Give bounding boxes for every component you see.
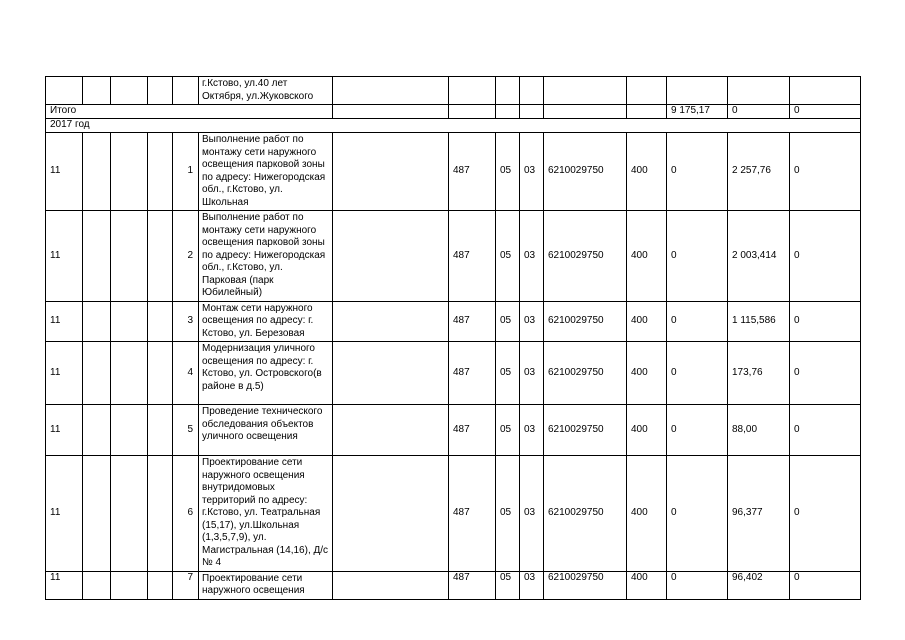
row-description: Проведение технического обследования объектов уличного освещения bbox=[199, 405, 333, 456]
row-code: 11 bbox=[46, 405, 83, 456]
row-number: 3 bbox=[173, 301, 199, 342]
row-description: Проектирование сети наружного освещения внутридомовых территорий по адресу: г.Кстово, ул. Театральная (15,17), ул.Школьная (1,3,5,7,9), ул. Магистральная (14,16), Д/с № 4 bbox=[199, 456, 333, 572]
row-number: 7 bbox=[173, 571, 199, 599]
year-label: 2017 год bbox=[46, 119, 861, 133]
row-code: 11 bbox=[46, 456, 83, 572]
total-value-2: 0 bbox=[728, 105, 790, 119]
row-pr: 03 bbox=[520, 342, 544, 405]
row-code: 11 bbox=[46, 301, 83, 342]
row-value-2: 1 115,586 bbox=[728, 301, 790, 342]
row-rz: 05 bbox=[496, 342, 520, 405]
row-value-1: 0 bbox=[667, 456, 728, 572]
row-value-2: 2 257,76 bbox=[728, 133, 790, 211]
prev-description: г.Кстово, ул.40 лет Октября, ул.Жуковского bbox=[199, 77, 333, 105]
row-csr: 6210029750 bbox=[544, 405, 627, 456]
row-number: 1 bbox=[173, 133, 199, 211]
row-number: 5 bbox=[173, 405, 199, 456]
total-value-1: 9 175,17 bbox=[667, 105, 728, 119]
row-value-3: 0 bbox=[790, 301, 861, 342]
row-value-1: 0 bbox=[667, 342, 728, 405]
row-vr: 400 bbox=[627, 571, 667, 599]
row-value-1: 0 bbox=[667, 301, 728, 342]
row-value-2: 96,402 bbox=[728, 571, 790, 599]
row-description: Модернизация уличного освещения по адресу: г. Кстово, ул. Островского(в районе в д.5) bbox=[199, 342, 333, 405]
row-rz: 05 bbox=[496, 133, 520, 211]
row-vr: 400 bbox=[627, 342, 667, 405]
row-code: 11 bbox=[46, 571, 83, 599]
row-value-2: 96,377 bbox=[728, 456, 790, 572]
table-row bbox=[46, 571, 861, 599]
table-row-year bbox=[46, 119, 861, 133]
row-number: 2 bbox=[173, 211, 199, 302]
total-value-3: 0 bbox=[790, 105, 861, 119]
row-value-1: 0 bbox=[667, 133, 728, 211]
row-vr: 400 bbox=[627, 301, 667, 342]
row-code: 11 bbox=[46, 133, 83, 211]
row-pr: 03 bbox=[520, 211, 544, 302]
table-row-prev bbox=[46, 77, 861, 105]
row-code: 11 bbox=[46, 342, 83, 405]
row-pr: 03 bbox=[520, 456, 544, 572]
row-vr: 400 bbox=[627, 211, 667, 302]
row-grbs: 487 bbox=[449, 211, 496, 302]
row-description: Проектирование сети наружного освещения bbox=[199, 571, 333, 599]
row-grbs: 487 bbox=[449, 405, 496, 456]
table-row bbox=[46, 301, 861, 342]
row-value-3: 0 bbox=[790, 405, 861, 456]
row-grbs: 487 bbox=[449, 571, 496, 599]
row-vr: 400 bbox=[627, 456, 667, 572]
row-csr: 6210029750 bbox=[544, 211, 627, 302]
table-row bbox=[46, 456, 861, 572]
row-description: Выполнение работ по монтажу сети наружного освещения парковой зоны по адресу: Нижегородская обл., г.Кстово, ул. Школьная bbox=[199, 133, 333, 211]
row-pr: 03 bbox=[520, 571, 544, 599]
table-row bbox=[46, 133, 861, 211]
row-value-1: 0 bbox=[667, 405, 728, 456]
row-pr: 03 bbox=[520, 133, 544, 211]
row-number: 4 bbox=[173, 342, 199, 405]
row-csr: 6210029750 bbox=[544, 342, 627, 405]
row-value-3: 0 bbox=[790, 342, 861, 405]
row-grbs: 487 bbox=[449, 456, 496, 572]
row-grbs: 487 bbox=[449, 342, 496, 405]
row-rz: 05 bbox=[496, 456, 520, 572]
row-code: 11 bbox=[46, 211, 83, 302]
row-pr: 03 bbox=[520, 405, 544, 456]
row-rz: 05 bbox=[496, 301, 520, 342]
row-csr: 6210029750 bbox=[544, 571, 627, 599]
row-csr: 6210029750 bbox=[544, 301, 627, 342]
row-value-3: 0 bbox=[790, 571, 861, 599]
row-number: 6 bbox=[173, 456, 199, 572]
total-label: Итого bbox=[46, 105, 333, 119]
row-description: Монтаж сети наружного освещения по адресу: г. Кстово, ул. Березовая bbox=[199, 301, 333, 342]
row-csr: 6210029750 bbox=[544, 456, 627, 572]
row-value-2: 173,76 bbox=[728, 342, 790, 405]
row-value-2: 88,00 bbox=[728, 405, 790, 456]
row-value-1: 0 bbox=[667, 571, 728, 599]
row-value-1: 0 bbox=[667, 211, 728, 302]
row-grbs: 487 bbox=[449, 133, 496, 211]
row-rz: 05 bbox=[496, 211, 520, 302]
row-grbs: 487 bbox=[449, 301, 496, 342]
row-vr: 400 bbox=[627, 405, 667, 456]
budget-table bbox=[45, 76, 861, 600]
row-value-3: 0 bbox=[790, 211, 861, 302]
row-value-2: 2 003,414 bbox=[728, 211, 790, 302]
row-description: Выполнение работ по монтажу сети наружного освещения парковой зоны по адресу: Нижегородская обл., г.Кстово, ул. Парковая (парк Юбилейный) bbox=[199, 211, 333, 302]
row-value-3: 0 bbox=[790, 133, 861, 211]
row-value-3: 0 bbox=[790, 456, 861, 572]
table-row bbox=[46, 211, 861, 302]
row-rz: 05 bbox=[496, 405, 520, 456]
row-pr: 03 bbox=[520, 301, 544, 342]
table-row bbox=[46, 405, 861, 456]
row-rz: 05 bbox=[496, 571, 520, 599]
row-vr: 400 bbox=[627, 133, 667, 211]
table-row-total bbox=[46, 105, 861, 119]
table-row bbox=[46, 342, 861, 405]
row-csr: 6210029750 bbox=[544, 133, 627, 211]
